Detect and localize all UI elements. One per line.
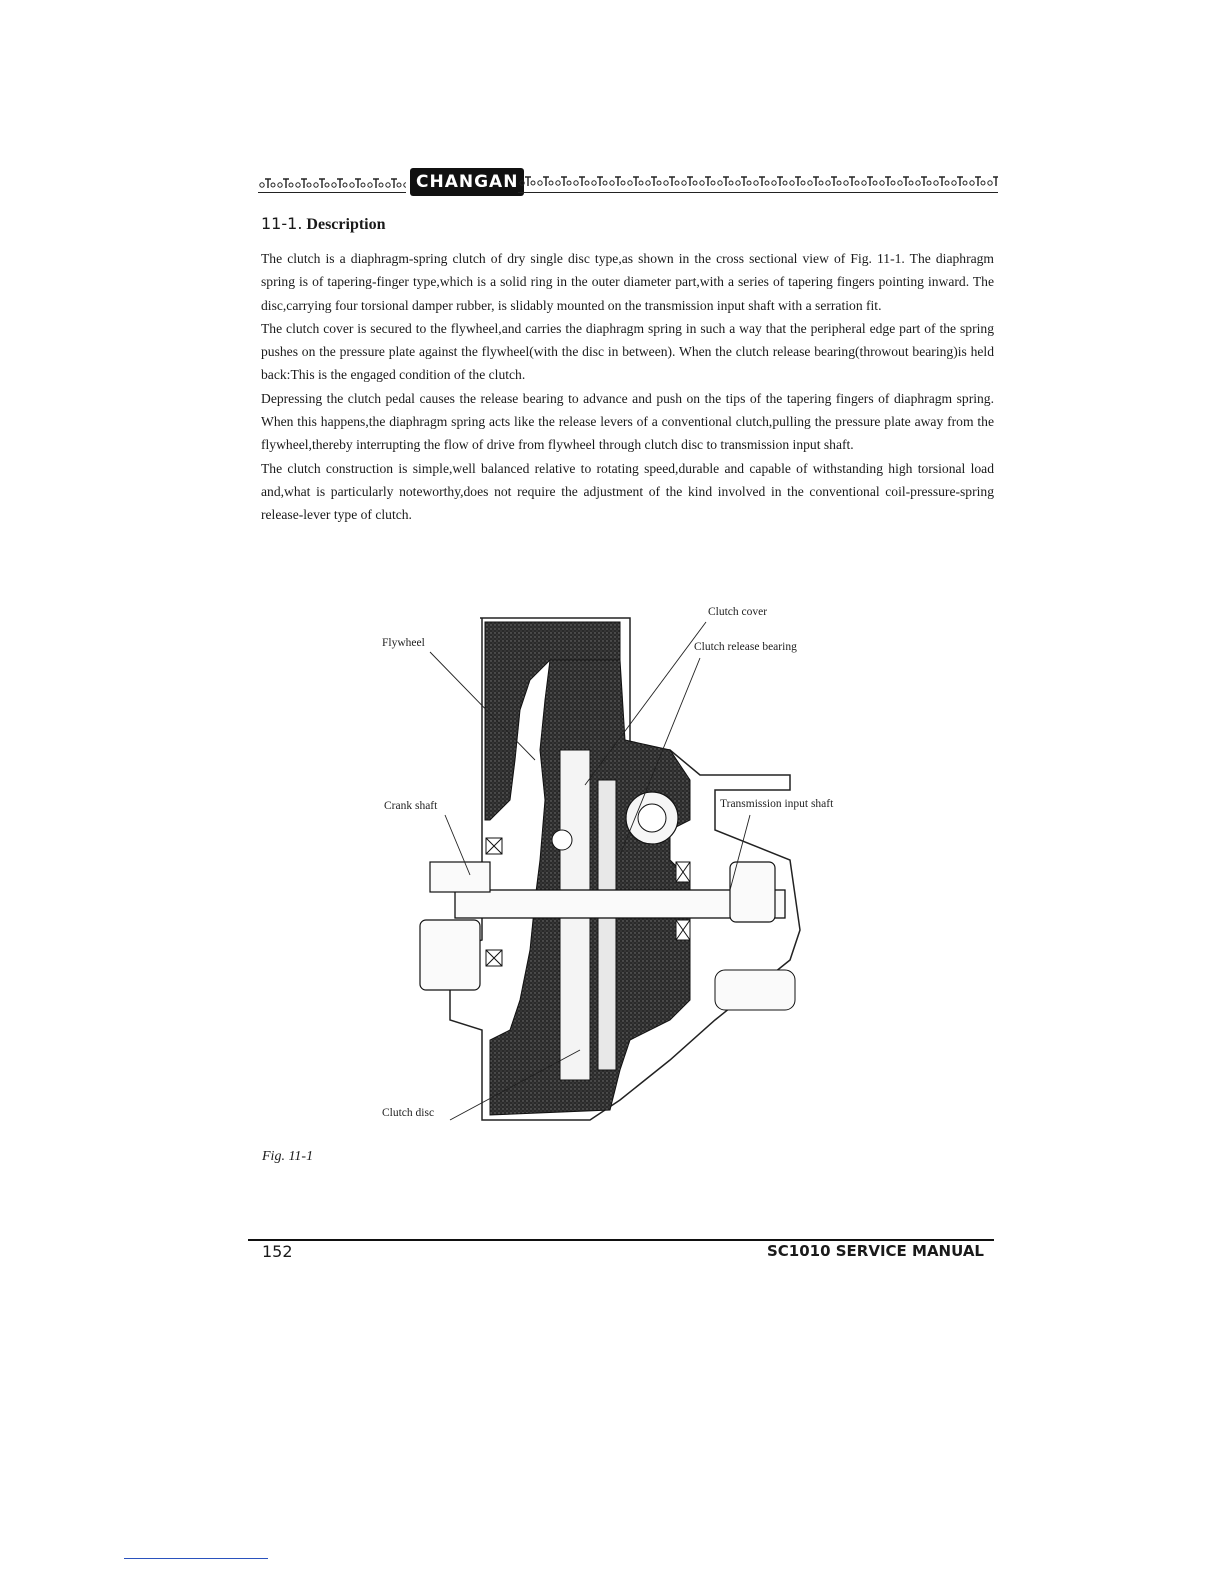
label-clutch-disc: Clutch disc: [382, 1107, 435, 1119]
page-number: 152: [262, 1242, 293, 1261]
header-ornament-left: [258, 176, 406, 190]
paragraph-4: The clutch construction is simple,well balanced relative to rotating speed,durable and capable of withstanding high torsional load and,what is particularly noteworthy,does not require the adjustment of the kind involved in the conventional coil-pressure-spring release-lever type of clutch.: [261, 460, 994, 523]
label-flywheel: Flywheel: [382, 637, 425, 649]
clutch-cross-section-figure: [370, 600, 890, 1140]
section-number: 11-1.: [261, 214, 303, 233]
label-transmission-input-shaft: Transmission input shaft: [720, 798, 834, 810]
header-band: [258, 170, 998, 196]
section-heading: [261, 214, 386, 234]
bottom-divider: [124, 1558, 268, 1559]
description-body: [261, 247, 994, 527]
paragraph-2: The clutch cover is secured to the flywheel,and carries the diaphragm spring in such a way that the peripheral edge part of the spring pushes on the pressure plate against the flywheel(with the disc in between). When the clutch release bearing(throwout bearing)is held back:This is the engaged condition of the clutch.: [261, 320, 994, 383]
header-ornament-right: [518, 174, 998, 190]
clutch-cross-section-drawing: [370, 600, 890, 1140]
section-title: Description: [306, 216, 386, 233]
label-crank-shaft: Crank shaft: [384, 800, 438, 812]
label-clutch-release-bearing: Clutch release bearing: [694, 641, 797, 653]
paragraph-3: Depressing the clutch pedal causes the release bearing to advance and push on the tips of the tapering fingers of diaphragm spring. When this happens,the diaphragm spring acts like the release levers of a conventional clutch,pulling the pressure plate away from the flywheel,thereby interrupting the flow of drive from flywheel through clutch disc to transmission input shaft.: [261, 390, 994, 453]
manual-name: SC1010 SERVICE MANUAL: [766, 1242, 984, 1260]
paragraph-1: The clutch is a diaphragm-spring clutch of dry single disc type,as shown in the cross sectional view of Fig. 11-1. The diaphragm spring is of tapering-finger type,which is a solid ring in the outer diameter part,with a series of tapering fingers pointing inward. The disc,carrying four torsional damper rubber, is slidably mounted on the transmission input shaft with a serration fit.: [261, 251, 994, 313]
header-rule-right: [518, 192, 998, 193]
label-clutch-cover: Clutch cover: [708, 606, 768, 618]
header-rule-left: [258, 192, 406, 193]
footer-rule: [248, 1239, 994, 1241]
changan-logo: CHANGAN: [410, 168, 524, 196]
figure-caption: Fig. 11-1: [262, 1149, 314, 1164]
